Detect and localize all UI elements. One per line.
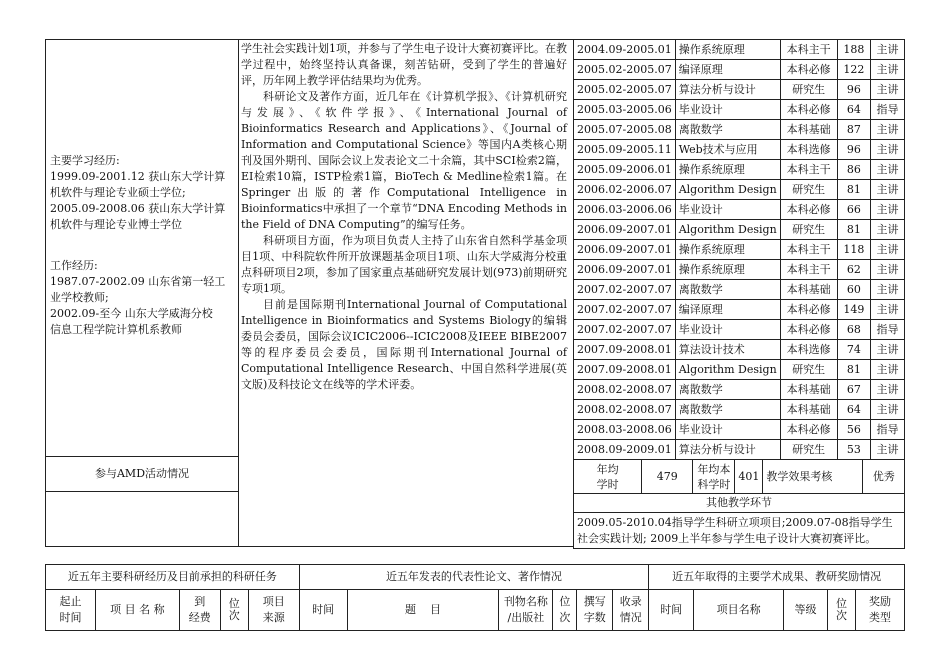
- teaching-row: [574, 340, 905, 360]
- paragraph-4: 目前是国际期刊International Journal of Computational Intelligence in Bioinformatics and Systems Biology的编辑委员会委员，国际会议ICIC2006--ICIC2008及IEEE BIBE2007等的程序委员会委员，国际期刊International Journal of Computational Intelligence Research、中国自然科学进展(英文版)及科技论文在线等的学术评委。: [241, 298, 567, 391]
- row-course: 编译原理: [675, 60, 780, 80]
- teaching-row: [574, 280, 905, 300]
- row-hours: 74: [837, 340, 870, 360]
- row-type: 研究生: [780, 80, 837, 100]
- avg-students-label: 年均本 科学时: [693, 460, 735, 494]
- teaching-row: [574, 260, 905, 280]
- row-period: 2007.02-2007.07: [574, 320, 676, 340]
- row-course: 毕业设计: [675, 100, 780, 120]
- row-hours: 118: [837, 240, 870, 260]
- teaching-row: [574, 220, 905, 240]
- row-course: 毕业设计: [675, 320, 780, 340]
- row-role: 主讲: [871, 120, 905, 140]
- study-title: 主要学习经历:: [50, 154, 120, 167]
- row-course: 毕业设计: [675, 200, 780, 220]
- teaching-row: [574, 380, 905, 400]
- row-course: Algorithm Design: [675, 360, 780, 380]
- row-role: 主讲: [871, 60, 905, 80]
- row-period: 2005.02-2005.07: [574, 60, 676, 80]
- col-journal: 刊物名称 /出版社: [499, 590, 553, 631]
- paragraph-1: 学生社会实践计划1项，并参与了学生电子设计大赛初赛评比。在教学过程中，始终坚持认真备课，刻苦钻研，受到了学生的普遍好评，历年网上教学评估结果均为优秀。: [241, 42, 567, 87]
- row-hours: 64: [837, 100, 870, 120]
- row-type: 本科必修: [780, 300, 837, 320]
- row-role: 主讲: [871, 300, 905, 320]
- row-role: 主讲: [871, 280, 905, 300]
- row-role: 主讲: [871, 200, 905, 220]
- row-hours: 86: [837, 160, 870, 180]
- section-research: 近五年主要科研经历及目前承担的科研任务: [46, 565, 300, 590]
- row-role: 主讲: [871, 240, 905, 260]
- col-project-name: 项 目 名 称: [95, 590, 179, 631]
- teaching-row: [574, 40, 905, 60]
- row-hours: 96: [837, 80, 870, 100]
- row-period: 2007.02-2007.07: [574, 280, 676, 300]
- row-role: 主讲: [871, 380, 905, 400]
- row-period: 2005.09-2005.11: [574, 140, 676, 160]
- work-title: 工作经历:: [50, 259, 98, 272]
- row-hours: 62: [837, 260, 870, 280]
- avg-hours-label: 年均 学时: [574, 460, 642, 494]
- row-type: 本科主干: [780, 40, 837, 60]
- row-role: 主讲: [871, 440, 905, 460]
- col-indexed: 收录 情况: [613, 590, 649, 631]
- row-period: 2005.09-2006.01: [574, 160, 676, 180]
- row-period: 2006.09-2007.01: [574, 240, 676, 260]
- teaching-row: [574, 400, 905, 420]
- row-role: 主讲: [871, 360, 905, 380]
- teaching-row: [574, 100, 905, 120]
- teaching-row: [574, 240, 905, 260]
- col-project-source: 项目 来源: [248, 590, 299, 631]
- row-hours: 149: [837, 300, 870, 320]
- row-type: 本科必修: [780, 420, 837, 440]
- row-type: 本科选修: [780, 340, 837, 360]
- row-type: 研究生: [780, 360, 837, 380]
- row-type: 本科必修: [780, 200, 837, 220]
- row-period: 2006.09-2007.01: [574, 260, 676, 280]
- teaching-row: [574, 120, 905, 140]
- paragraph-2: 科研论文及著作方面，近几年在《计算机学报》、《计算机研究与发展》、《软件学报》、《International Journal of Bioinformatics Research and Applications》、《Journal of Information and Computational Science》等国内A类核心期刊及国外期刊、国际会议上发表论文二十余篇，其中SCI检索2篇，EI检索10篇，ISTP检索1篇，BioTech & Medline检索1篇。在Springer出版的著作Computational Intelligence in Bioinformatics中承担了一个章节“DNA Encoding Methods in the Field of DNA Computing”的编写任务。: [241, 90, 567, 231]
- col-funding: 到 经费: [179, 590, 220, 631]
- row-course: Web技术与应用: [675, 140, 780, 160]
- row-hours: 53: [837, 440, 870, 460]
- row-type: 研究生: [780, 180, 837, 200]
- teaching-row: [574, 140, 905, 160]
- study-line-4: 机软件与理论专业博士学位: [50, 218, 182, 231]
- row-type: 本科选修: [780, 140, 837, 160]
- section-papers: 近五年发表的代表性论文、著作情况: [299, 565, 649, 590]
- col-award-level: 等级: [784, 590, 828, 631]
- middle-frame: [238, 39, 574, 547]
- eval-value: 优秀: [863, 460, 905, 494]
- row-role: 主讲: [871, 400, 905, 420]
- row-hours: 81: [837, 180, 870, 200]
- row-role: 主讲: [871, 340, 905, 360]
- row-hours: 81: [837, 220, 870, 240]
- row-course: 毕业设计: [675, 420, 780, 440]
- row-period: 2007.02-2007.07: [574, 300, 676, 320]
- row-role: 主讲: [871, 220, 905, 240]
- row-type: 研究生: [780, 220, 837, 240]
- row-role: 主讲: [871, 160, 905, 180]
- col-start-end-time: 起止 时间: [46, 590, 96, 631]
- row-hours: 81: [837, 360, 870, 380]
- teaching-summary: [573, 459, 905, 549]
- work-line-4: 信息工程学院计算机系教师: [50, 323, 182, 336]
- work-line-3: 2002.09-至今 山东大学威海分校: [50, 307, 213, 320]
- row-course: 算法分析与设计: [675, 440, 780, 460]
- avg-students-value: 401: [735, 460, 763, 494]
- row-type: 本科基础: [780, 380, 837, 400]
- row-role: 主讲: [871, 180, 905, 200]
- other-teaching-title: 其他教学环节: [574, 494, 905, 513]
- teaching-section: [573, 39, 905, 549]
- study-line-2: 机软件与理论专业硕士学位;: [50, 186, 186, 199]
- row-type: 本科主干: [780, 260, 837, 280]
- paragraph-3: 科研项目方面，作为项目负责人主持了山东省自然科学基金项目1项、中科院软件所开放课题基金项目1项、山东大学威海分校重点科研项目2项，参加了国家重点基础研究发展计划(973)前期研究专项1项。: [241, 234, 567, 295]
- row-period: 2005.07-2005.08: [574, 120, 676, 140]
- col-award-project: 项目名称: [694, 590, 784, 631]
- row-course: 编译原理: [675, 300, 780, 320]
- other-teaching-text: 2009.05-2010.04指导学生科研立项项目;2009.07-08指导学生 社会实践计划; 2009上半年参与学生电子设计大赛初赛评比。: [574, 513, 905, 549]
- section-awards: 近五年取得的主要学术成果、教研奖励情况: [649, 565, 905, 590]
- teaching-row: [574, 420, 905, 440]
- row-hours: 60: [837, 280, 870, 300]
- row-period: 2004.09-2005.01: [574, 40, 676, 60]
- row-role: 主讲: [871, 80, 905, 100]
- row-type: 本科必修: [780, 60, 837, 80]
- row-course: 离散数学: [675, 280, 780, 300]
- study-line-3: 2005.09-2008.06 获山东大学计算: [50, 202, 226, 215]
- teaching-row: [574, 320, 905, 340]
- row-period: 2008.02-2008.07: [574, 380, 676, 400]
- col-award-type: 奖励 类型: [855, 590, 904, 631]
- row-type: 本科主干: [780, 160, 837, 180]
- col-award-time: 时间: [649, 590, 694, 631]
- row-role: 指导: [871, 420, 905, 440]
- row-course: 算法设计技术: [675, 340, 780, 360]
- teaching-row: [574, 360, 905, 380]
- row-course: Algorithm Design: [675, 180, 780, 200]
- work-line-1: 1987.07-2002.09 山东省第一轻工: [50, 275, 226, 288]
- col-word-count: 撰写 字数: [577, 590, 613, 631]
- teaching-table: [573, 39, 905, 460]
- teaching-row: [574, 300, 905, 320]
- row-type: 本科主干: [780, 240, 837, 260]
- row-hours: 87: [837, 120, 870, 140]
- row-period: 2005.02-2005.07: [574, 80, 676, 100]
- row-course: 操作系统原理: [675, 40, 780, 60]
- row-type: 本科基础: [780, 120, 837, 140]
- row-type: 本科必修: [780, 100, 837, 120]
- col-paper-time: 时间: [299, 590, 347, 631]
- teaching-row: [574, 440, 905, 460]
- bottom-table: [45, 564, 905, 631]
- amd-label: 参与AMD活动情况: [94, 467, 190, 480]
- row-period: 2007.09-2008.01: [574, 360, 676, 380]
- row-period: 2005.03-2005.06: [574, 100, 676, 120]
- col-award-rank: 位次: [827, 590, 855, 631]
- row-hours: 64: [837, 400, 870, 420]
- row-period: 2007.09-2008.01: [574, 340, 676, 360]
- row-type: 本科基础: [780, 280, 837, 300]
- row-course: 离散数学: [675, 380, 780, 400]
- teaching-row: [574, 180, 905, 200]
- row-course: 算法分析与设计: [675, 80, 780, 100]
- row-hours: 96: [837, 140, 870, 160]
- row-course: 操作系统原理: [675, 160, 780, 180]
- row-hours: 188: [837, 40, 870, 60]
- row-period: 2006.03-2006.06: [574, 200, 676, 220]
- row-hours: 67: [837, 380, 870, 400]
- teaching-row: [574, 200, 905, 220]
- row-role: 指导: [871, 100, 905, 120]
- row-role: 主讲: [871, 260, 905, 280]
- teaching-row: [574, 60, 905, 80]
- row-period: 2006.09-2007.01: [574, 220, 676, 240]
- col-paper-rank: 位 次: [553, 590, 577, 631]
- work-line-2: 业学校教师;: [50, 291, 109, 304]
- row-hours: 68: [837, 320, 870, 340]
- teaching-row: [574, 80, 905, 100]
- row-role: 主讲: [871, 140, 905, 160]
- row-course: 离散数学: [675, 120, 780, 140]
- avg-hours-value: 479: [642, 460, 693, 494]
- row-period: 2006.02-2006.07: [574, 180, 676, 200]
- eval-label: 教学效果考核: [763, 460, 863, 494]
- row-type: 本科基础: [780, 400, 837, 420]
- study-line-1: 1999.09-2001.12 获山东大学计算: [50, 170, 226, 183]
- row-role: 主讲: [871, 40, 905, 60]
- row-role: 指导: [871, 320, 905, 340]
- row-hours: 122: [837, 60, 870, 80]
- row-type: 研究生: [780, 440, 837, 460]
- row-type: 本科必修: [780, 320, 837, 340]
- col-rank: 位次: [220, 590, 248, 631]
- row-period: 2008.03-2008.06: [574, 420, 676, 440]
- row-course: 操作系统原理: [675, 240, 780, 260]
- row-course: 离散数学: [675, 400, 780, 420]
- row-course: Algorithm Design: [675, 220, 780, 240]
- row-hours: 66: [837, 200, 870, 220]
- row-hours: 56: [837, 420, 870, 440]
- teaching-row: [574, 160, 905, 180]
- row-period: 2008.09-2009.01: [574, 440, 676, 460]
- row-course: 操作系统原理: [675, 260, 780, 280]
- row-period: 2008.02-2008.07: [574, 400, 676, 420]
- col-paper-title: 题 目: [347, 590, 499, 631]
